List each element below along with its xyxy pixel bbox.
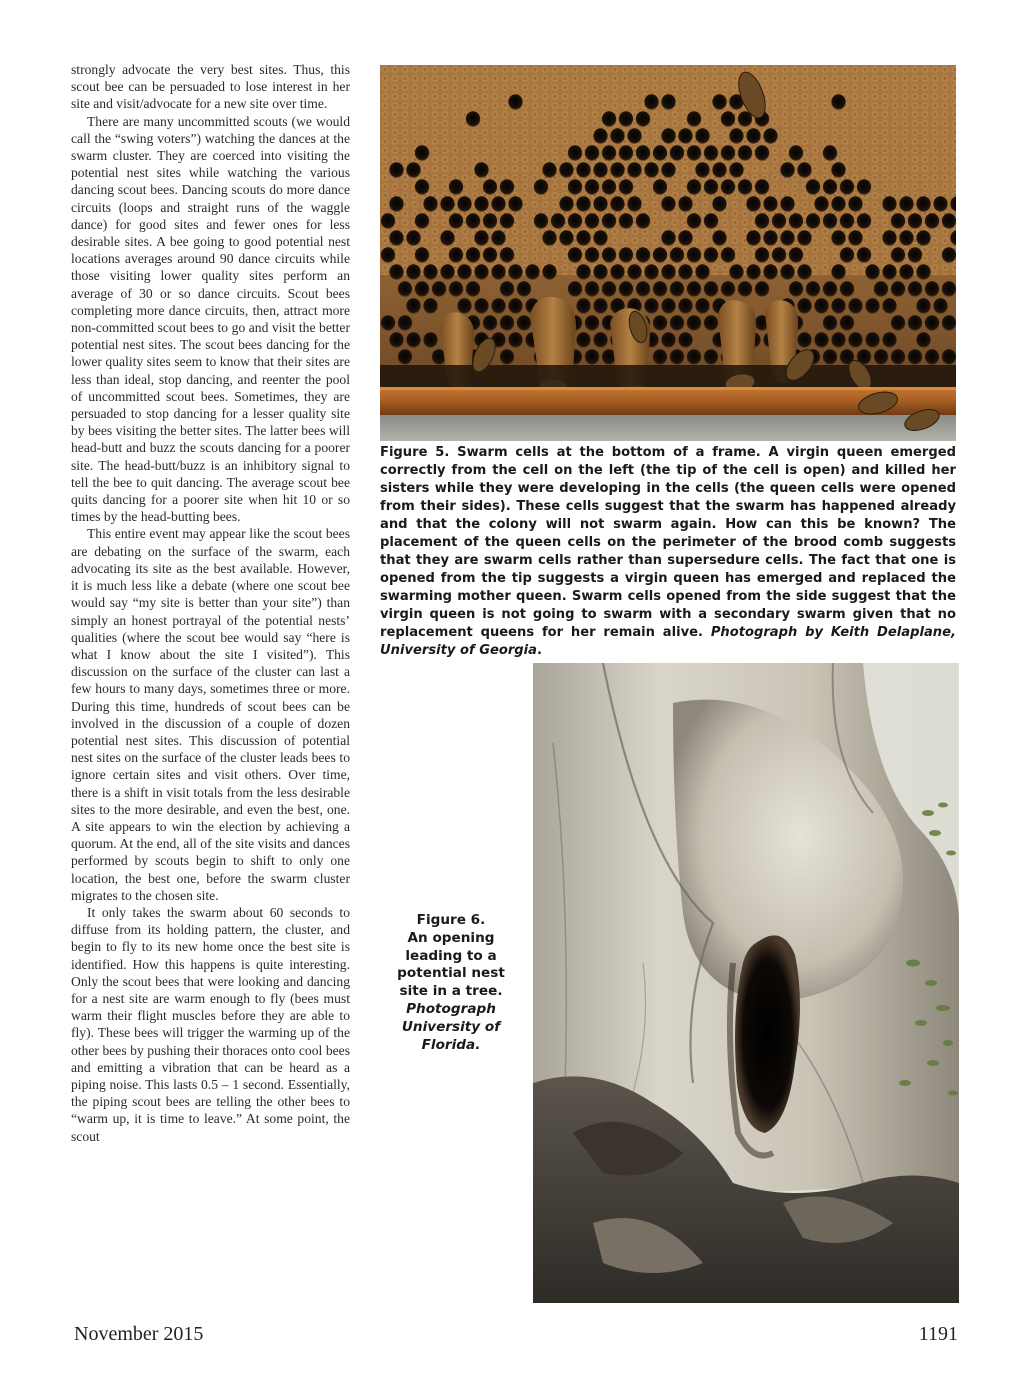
figure-6-caption-line: site in a tree. [399, 983, 503, 1000]
article-paragraph: There are many uncommitted scouts (we would call the “swing voters”) watching the dances at the swarm cluster. They are coerced into visiting the potential nest sites while watching the various dancing scout bees. Dancing scouts do more dance circuits (loops and straight runs of the waggle dance) for good sites and fewer ones for less desirable sites. A bee going to good potential nest locations averages around 90 dance circuits while those visiting lower quality sites perform an average of 30 or so dance circuits. Scout bees completing more dance circuits, then, attract more non-committed scout bees to go and visit the better potential nest sites. The scout bees dancing for the lower quality sites seem to know that their sites are less than ideal, stop dancing, and reenter the pool of uncommitted scout bees. Sometimes, they are persuaded to stop dancing for a lesser quality site by bees visiting the better sites. The latter bees will head-butt and buzz the scouts dancing for a poorer site. The head-butt/buzz is an inhibitory signal to tell the bee to quit dancing. The average scout bee quits dancing for a poorer site when hit 10 or so times by the head-butting bees. [71, 113, 350, 525]
figure-6-caption [388, 912, 514, 1054]
figure-6-credit-line: Florida. [421, 1036, 481, 1053]
issue-date: November 2015 [74, 1323, 204, 1345]
figure-6-caption-line: Figure 6. [416, 912, 486, 928]
article-body-column [71, 61, 350, 1145]
figure-5-caption [380, 444, 956, 660]
article-paragraph: strongly advocate the very best sites. Thus, this scout bee can be persuaded to lose interest in her site and visit/advocate for a new site over time. [71, 62, 350, 112]
article-paragraph: It only takes the swarm about 60 seconds to diffuse from its holding pattern, the cluster, and begin to fly to its new home once the best site is identified. How this happens is quite interesting. Only the scout bees that were looking and dancing for a nest site are warm enough to fly (bees must warm their flight muscles before they are able to fly). These bees will trigger the warming up of the other bees by pushing their thoraces onto cool bees and emitting a vibration that can be heard as a piping noise. This lasts 0.5 – 1 second. Essentially, the piping scout bees are telling the other bees to “warm up, it is time to leave.” At some point, the scout [71, 904, 350, 1144]
figure-5-caption-text: Figure 5. Swarm cells at the bottom of a frame. A virgin queen emerged correctly from the cell on the left (the tip of the cell is open) and killed her sisters while they were developing in the cells (the queen cells were opened from their sides). These cells suggest that the swarm has happened already and that the colony will not swarm again. How can this be known? The placement of the queen cells on the perimeter of the brood comb suggests that they are swarm cells rather than supersedure cells. The fact that one is opened from the tip suggests a virgin queen has emerged and replaced the swarming mother queen. Swarm cells opened from the side suggest that the virgin queen is not going to swarm with a secondary swarm given that no replacement queens for her remain alive. [380, 445, 956, 640]
article-paragraph: This entire event may appear like the scout bees are debating on the surface of the swarm, each advocating its site as the best available. However, it is much less like a debate (where one scout bee would say “my site is better than your site”) than simply an honest portrayal of the potential nests’ qualities (where the scout bee would say “here is what I know about the site I visited”). This discussion on the surface of the cluster can last a few hours to many days, sometimes three or more. During this time, hundreds of scout bees can be involved in the discussion of a couple of dozen potential nest sites. This discussion of potential nest sites on the surface of the cluster leads bees to ignore certain sites and visit others. Over time, there is a shift in visit totals from the less desirable sites to the more desirable, and even the best, one. A site appears to win the election by achieving a quorum. At the end, all of the site visits and dances performed by scouts begin to shift to only one location, the best one, before the swarm cluster migrates to the chosen site. [71, 526, 350, 903]
figure-6-credit-line: Photograph [406, 1000, 496, 1017]
figure-6-caption-line: An opening [407, 929, 495, 946]
swarm-cells-photo [380, 65, 956, 441]
page-number: 1191 [918, 1323, 958, 1345]
figure-5-credit-end: . [536, 643, 542, 658]
figure-6-credit-line: University of [401, 1018, 501, 1035]
figure-6-caption-line: leading to a [405, 947, 497, 964]
tree-nest-opening-photo [533, 663, 959, 1303]
figure-5-credit: Photograph by Keith Delaplane, University of Georgia [380, 625, 956, 658]
figure-6-caption-line: potential nest [397, 965, 505, 982]
